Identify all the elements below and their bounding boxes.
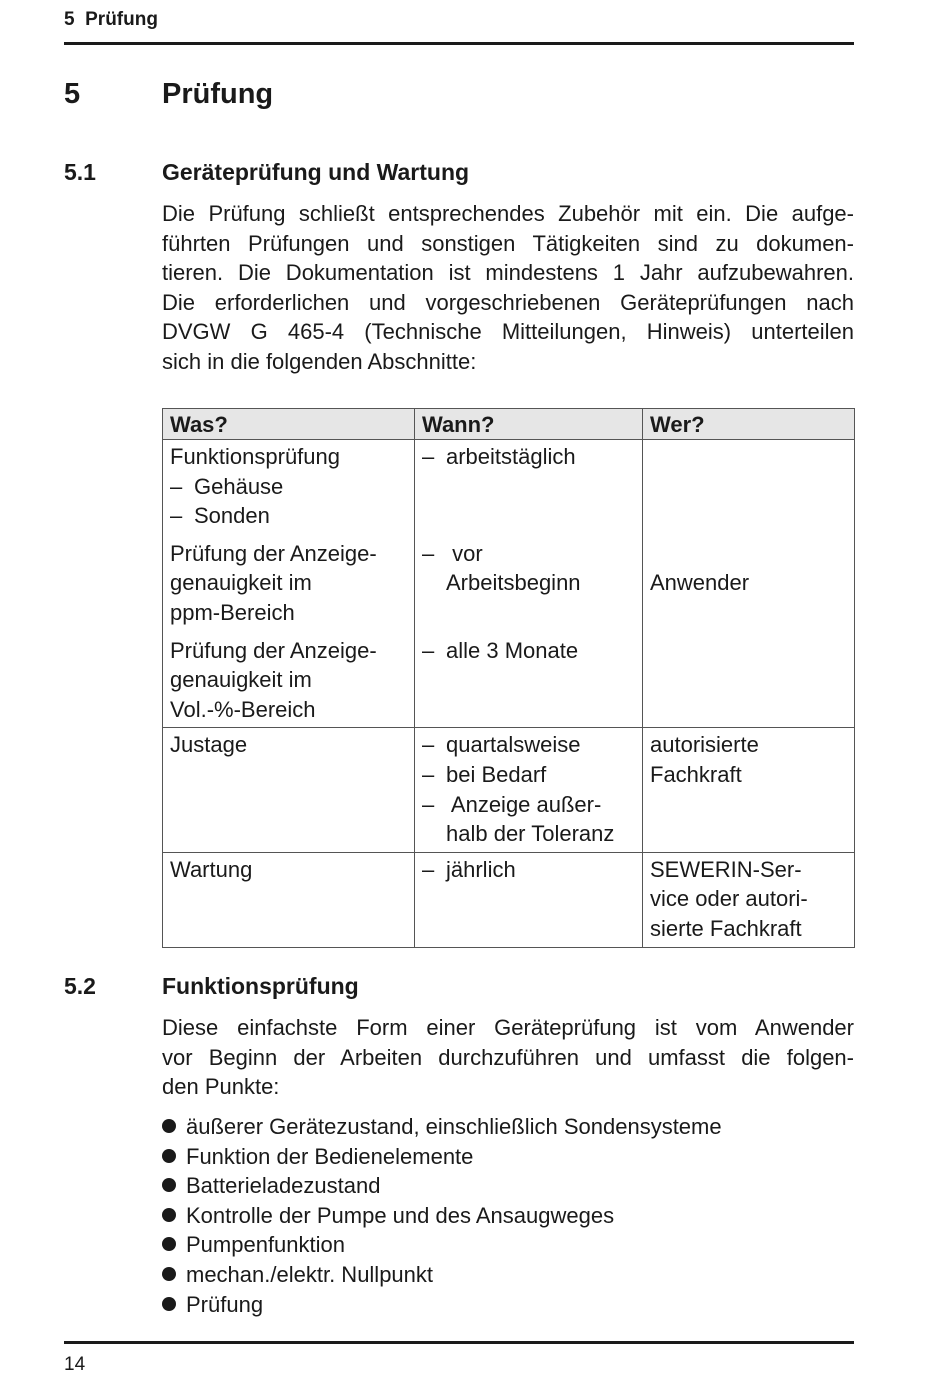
table-cell-wer — [643, 440, 855, 728]
cell-text: vice oder autori- — [650, 886, 808, 912]
section-paragraph — [162, 1013, 854, 1102]
paragraph-line: tieren. Die Dokumentation ist mindestens 1 Jahr aufzubewahren. — [162, 260, 854, 286]
paragraph-line: den Punkte: — [162, 1074, 280, 1100]
column-header-was: Was? — [163, 409, 415, 440]
table-cell-was — [163, 852, 415, 947]
bullet-icon — [162, 1237, 176, 1251]
list-item — [162, 1230, 722, 1260]
list-item-text: äußerer Gerätezustand, einschließlich Sondensysteme — [186, 1114, 722, 1139]
cell-spacer — [422, 598, 636, 636]
cell-list-item — [422, 790, 636, 849]
list-item-text: Prüfung — [186, 1291, 264, 1317]
table-row — [163, 852, 855, 947]
cell-text: autorisierte — [650, 732, 759, 758]
cell-list-item: – jährlich — [422, 855, 636, 885]
header-rule — [64, 42, 854, 45]
table-cell-wann — [415, 852, 643, 947]
cell-text: Vol.-%-Bereich — [170, 696, 316, 722]
table-row — [163, 728, 855, 852]
section-title: Geräteprüfung und Wartung — [162, 159, 470, 185]
cell-text: genauigkeit im — [170, 570, 312, 596]
bullet-icon — [162, 1297, 176, 1311]
list-item-text: Kontrolle der Pumpe und des Ansaugweges — [186, 1202, 615, 1228]
table-row — [163, 440, 855, 728]
cell-text: halb der Toleranz — [446, 821, 615, 847]
bullet-list — [162, 1112, 722, 1319]
cell-list-item: – quartalsweise — [422, 730, 636, 760]
table-header-row — [163, 409, 855, 440]
list-item — [162, 1201, 722, 1231]
cell-spacer — [422, 472, 636, 502]
cell-list-item: – Gehäuse — [170, 472, 408, 502]
cell-list-item: – bei Bedarf — [422, 760, 636, 790]
cell-list-item: – alle 3 Monate — [422, 636, 636, 666]
list-item — [162, 1290, 722, 1320]
column-header-wann: Wann? — [415, 409, 643, 440]
cell-list-item: – arbeitstäglich — [422, 442, 636, 472]
cell-text: genauigkeit im — [170, 667, 312, 693]
bullet-icon — [162, 1208, 176, 1222]
cell-spacer — [422, 501, 636, 539]
paragraph-line: vor Beginn der Arbeiten durchzuführen und umfasst die folgen- — [162, 1044, 854, 1070]
bullet-icon — [162, 1119, 176, 1133]
cell-text: SEWERIN-Ser- — [650, 856, 802, 882]
cell-text: Anzeige außer- — [450, 791, 602, 817]
column-header-wer: Wer? — [643, 409, 855, 440]
table-cell-wann — [415, 728, 643, 852]
list-item — [162, 1142, 722, 1172]
cell-text: Justage — [170, 732, 248, 758]
page-number: 14 — [64, 1354, 86, 1375]
cell-text: Arbeitsbeginn — [446, 570, 581, 596]
paragraph-line: führten Prüfungen und sonstigen Tätigkeiten sind zu dokumen- — [162, 230, 854, 256]
paragraph-line: Die erforderlichen und vorgeschriebenen Geräteprüfungen nach — [162, 289, 854, 315]
cell-text: Prüfung der Anzeige- — [170, 540, 377, 566]
bullet-icon — [162, 1178, 176, 1192]
cell-list-item — [422, 539, 636, 598]
table-cell-wann — [415, 440, 643, 728]
bullet-icon — [162, 1149, 176, 1163]
cell-text: Wartung — [170, 856, 253, 882]
cell-text: Funktionsprüfung — [170, 444, 340, 469]
cell-text: ppm-Bereich — [170, 599, 295, 625]
list-item-text: mechan./elektr. Nullpunkt — [186, 1261, 434, 1287]
list-item-text: Funktion der Bedienelemente — [186, 1143, 474, 1169]
list-item-text: Batterieladezustand — [186, 1173, 381, 1199]
test-schedule-table — [162, 408, 855, 948]
bullet-icon — [162, 1267, 176, 1281]
paragraph-line: Die Prüfung schließt entsprechendes Zubehör mit ein. Die aufge- — [162, 201, 854, 226]
section-number: 5.1 — [64, 159, 96, 185]
list-item — [162, 1112, 722, 1142]
running-head: 5 Prüfung — [64, 9, 158, 30]
section-number: 5.2 — [64, 973, 96, 999]
table-cell-wer — [643, 728, 855, 852]
list-item-text: Pumpenfunktion — [186, 1232, 345, 1258]
footer-rule — [64, 1341, 854, 1344]
list-item — [162, 1171, 722, 1201]
paragraph-line: Diese einfachste Form einer Geräteprüfung ist vom Anwender — [162, 1015, 854, 1040]
paragraph-line: DVGW G 465-4 (Technische Mitteilungen, Hinweis) unterteilen — [162, 319, 854, 345]
cell-text: vor — [452, 540, 483, 566]
section-paragraph — [162, 199, 854, 377]
cell-text: Fachkraft — [650, 761, 742, 787]
table-cell-wer — [643, 852, 855, 947]
section-title: Funktionsprüfung — [162, 973, 359, 999]
cell-text: Prüfung der Anzeige- — [170, 637, 377, 663]
list-item — [162, 1260, 722, 1290]
table-cell-was — [163, 440, 415, 728]
cell-gap — [170, 628, 408, 636]
cell-list-item: – Sonden — [170, 501, 408, 531]
cell-gap — [170, 531, 408, 539]
table-cell-was — [163, 728, 415, 852]
chapter-title: Prüfung — [162, 78, 274, 110]
paragraph-line: sich in die folgenden Abschnitte: — [162, 348, 477, 374]
chapter-number: 5 — [64, 78, 81, 110]
cell-text: sierte Fachkraft — [650, 915, 802, 941]
cell-text: Anwender — [650, 570, 750, 596]
